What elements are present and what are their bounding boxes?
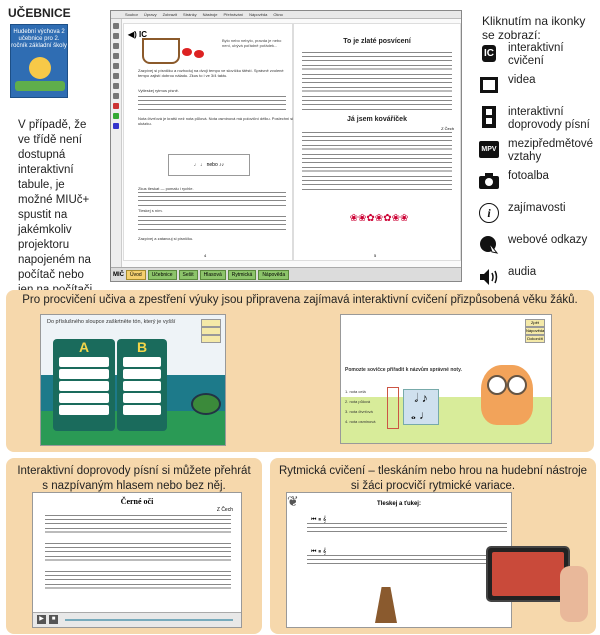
menu-item[interactable]: Stránky (183, 12, 197, 17)
music-staff (302, 52, 452, 110)
exercise-text: Zazpívej si písničku a rozhoduj na dvojí tempo ve slovíčku štěstí. Správně zvolené tempo zajistí dobrou náladu. Zkus to i ve 3/4 taktu. (138, 68, 284, 78)
menu-item[interactable]: Nápověda (249, 12, 268, 17)
status-bar (111, 267, 461, 281)
rhythm-staff (138, 96, 286, 110)
play-controls[interactable]: ⏮ ⏸ 𝄞 (311, 517, 327, 523)
pitch-option[interactable] (59, 405, 109, 415)
owl-eye (507, 375, 527, 395)
section-title: UČEBNICE (8, 6, 71, 20)
exercise-text: Zazpívej a zatancuj si písničku. (138, 236, 194, 241)
zoom-tool-icon[interactable] (113, 73, 119, 79)
rhythm-caption: Rytmická cvičení – tleskáním nebo hrou na hudební nástroje si žáci procvičí rytmické variace. (278, 465, 588, 492)
exercise-text: Nota čtvrťová je kratší než nota půlová. Nota osminová má poloviční délku. Poslechni si ukázku. (138, 116, 294, 126)
menu-item[interactable]: Přehrávání (223, 12, 244, 17)
legend-item (478, 74, 598, 97)
legend-label: mezipředmětové vztahy (508, 138, 594, 163)
menu-item[interactable]: Soubor (125, 12, 138, 17)
exercise-button[interactable] (201, 335, 221, 343)
exercises-caption: Pro procvičení učiva a zpestření výuky jsou připravena zajímavá interaktivní cvičení přizpůsobená věku žáků. (22, 294, 578, 306)
pitch-option[interactable] (59, 357, 109, 367)
rhythm-staff (307, 523, 507, 524)
mpv-icon (478, 138, 500, 160)
rhythm-staff (307, 555, 507, 556)
left-page (123, 23, 293, 261)
menu-item[interactable]: Nástroje (202, 12, 218, 17)
exercise-instruction: Do příslušného sloupce zaškrtněte tón, který je vyšší (47, 319, 176, 325)
legend-label: webové odkazy (508, 234, 588, 246)
status-tab[interactable]: Učebnice (148, 270, 177, 280)
right-page (293, 23, 461, 261)
pitch-option[interactable] (59, 381, 109, 391)
exercise-text: Tleskej s ním. (138, 208, 163, 213)
play-controls[interactable]: ⏮ ⏸ 𝄞 (311, 549, 327, 555)
apple-illustration (182, 48, 192, 56)
legend-item (478, 234, 598, 257)
music-staff (45, 515, 231, 591)
note-box: ♩ ♩ nebo ♪♪ (168, 154, 250, 176)
column-b (117, 339, 167, 431)
basket-illustration (142, 38, 180, 64)
stop-icon[interactable]: ■ (49, 615, 58, 624)
info-icon-label: i (479, 203, 499, 223)
legend-title: Kliknutím na ikonky se zobrazí: (482, 14, 586, 42)
description-text: V případě, že ve třídě není dostupná interaktivní tabule, je možné MIUč+ spustit na jakémkoliv projektoru napojeném na počítač nebo (18, 119, 91, 281)
film-icon (478, 74, 500, 96)
legend-item (478, 202, 598, 225)
column-a (53, 339, 115, 431)
exercise-screen-owl[interactable] (340, 314, 552, 444)
globe-icon (478, 234, 500, 256)
menu-bar (111, 11, 461, 19)
hand-tool-icon[interactable] (113, 83, 119, 89)
exercise-text: Zkus tleskat — pomalu i rychle. (138, 186, 194, 191)
turtle-illustration (191, 393, 221, 415)
undo-tool-icon[interactable] (113, 93, 119, 99)
menu-item[interactable]: Okno (273, 12, 283, 17)
exercise-screen-pitch[interactable] (40, 314, 226, 446)
pitch-option[interactable] (123, 381, 161, 391)
ic-icon (478, 42, 500, 64)
metronome-illustration (375, 587, 397, 623)
song-title: Černé oči (120, 497, 154, 506)
note-name: 2. nota půlová (345, 399, 371, 404)
legend-label: interaktivní cvičení (508, 42, 564, 67)
owl-eye (487, 375, 507, 395)
pitch-option[interactable] (59, 369, 109, 379)
miuc-app-window (110, 10, 462, 282)
ic-icon-label: IC (482, 45, 496, 62)
pitch-option[interactable] (123, 369, 161, 379)
song-author: Z Čech (216, 507, 233, 513)
pitch-option[interactable] (123, 357, 161, 367)
note-name: 1. nota celá (345, 389, 366, 394)
book-title: Hudební výchova 2 učebnice pro 2. ročník základní školy (11, 29, 67, 49)
back-button[interactable]: Zpět (525, 319, 545, 327)
page-number: 4 (204, 253, 207, 258)
color-blue-icon[interactable] (113, 123, 119, 129)
color-red-icon[interactable] (113, 103, 119, 109)
music-staff (302, 132, 452, 190)
finish-button[interactable]: Dokončit (525, 335, 545, 343)
exercise-text: Vytleskej rytmus písně. (138, 88, 179, 93)
song-title: To je zlaté posvícení (343, 38, 411, 45)
color-green-icon[interactable] (113, 113, 119, 119)
pitch-option[interactable] (59, 393, 109, 403)
shape-tool-icon[interactable] (113, 43, 119, 49)
poem-text: Bylo nebo nebylo, pravda je nebo není, ubývá pořádně pořádek... (222, 38, 282, 48)
flower-ornament: ❀❀✿❀✿❀❀ (349, 213, 409, 224)
exercise-button[interactable] (201, 319, 221, 327)
legend-item (478, 106, 598, 129)
note-name: 3. nota čtvrťová (345, 409, 373, 414)
ornament-left: ❦ (287, 493, 299, 509)
pen-tool-icon[interactable] (113, 23, 119, 29)
menu-item[interactable]: Úpravy (143, 12, 157, 17)
accompaniment-caption: Interaktivní doprovody písní si můžete přehrát s nazpívaným hlasem nebo bez něj. (17, 465, 251, 492)
rhythm-staff (138, 192, 286, 206)
rhythm-title: Tleskej a ťukej: (377, 501, 421, 507)
progress-track[interactable] (65, 619, 233, 621)
legend-label: interaktivní doprovody písní (508, 106, 590, 131)
hand-illustration (560, 566, 588, 622)
rhythm-staff (138, 216, 286, 230)
status-tab[interactable]: Sešit (179, 270, 198, 280)
note-name-list (345, 387, 379, 427)
status-tab[interactable]: Nápověda (258, 270, 289, 280)
play-icon[interactable]: ▶ (37, 615, 46, 624)
pitch-option[interactable] (123, 405, 161, 415)
note-name: 4. nota osminová (345, 419, 376, 424)
column-a-label: A (78, 339, 90, 355)
exercise-instruction: Pomozte sovičce přiřadit k názvům správné noty. (345, 367, 462, 373)
text-tool-icon[interactable] (113, 53, 119, 59)
song-author: Z Čech (441, 126, 454, 131)
legend-label: zajímavosti (508, 202, 566, 214)
drop-target-column[interactable] (387, 387, 399, 429)
help-button[interactable]: Nápověda (526, 328, 545, 333)
tablet-screen (492, 552, 564, 596)
exercise-button[interactable] (201, 327, 221, 335)
color-tool-icon[interactable] (113, 63, 119, 69)
mpv-icon-label: MPV (479, 141, 498, 158)
textbook-cover[interactable] (10, 24, 68, 98)
exercise-1 (128, 68, 286, 78)
legend-item (478, 170, 598, 193)
column-b-label: B (136, 339, 148, 355)
tablet-illustration (486, 546, 570, 602)
icon-legend (478, 42, 598, 298)
status-tab[interactable]: Rytmická (228, 270, 257, 280)
status-tab[interactable]: Úvod (126, 270, 146, 280)
menu-item[interactable]: Zobrazit (162, 12, 178, 17)
accompaniment-screen[interactable] (32, 492, 242, 628)
sun-illustration (29, 57, 51, 79)
speaker-icon (478, 266, 500, 288)
legend-label: audia (508, 266, 537, 278)
rhythm-screen[interactable] (286, 492, 512, 628)
app-label: MIČ (113, 271, 124, 278)
note-box-label: nebo (206, 162, 218, 168)
camera-icon (478, 170, 500, 192)
page-number: 5 (374, 253, 377, 258)
apple-illustration (194, 50, 204, 58)
song-title: Já jsem kováříček (347, 116, 407, 123)
legend-label: fotoalba (508, 170, 549, 182)
note-tiles[interactable]: 𝅗𝅥 ♪ 𝅝 ♩ (403, 389, 439, 425)
info-icon (478, 202, 500, 224)
filmstrip-icon (478, 106, 500, 128)
audio-icon[interactable]: ◀) IC (128, 30, 148, 39)
legend-item (478, 266, 598, 289)
legend-label: videa (508, 74, 536, 86)
legend-item (478, 138, 598, 161)
grass-illustration (15, 81, 65, 91)
status-tab[interactable]: Hlasová (200, 270, 226, 280)
owl-illustration (481, 365, 533, 425)
player-bar (33, 612, 241, 627)
legend-item (478, 42, 598, 65)
tool-palette (111, 19, 122, 267)
eraser-tool-icon[interactable] (113, 33, 119, 39)
pitch-option[interactable] (123, 393, 161, 403)
